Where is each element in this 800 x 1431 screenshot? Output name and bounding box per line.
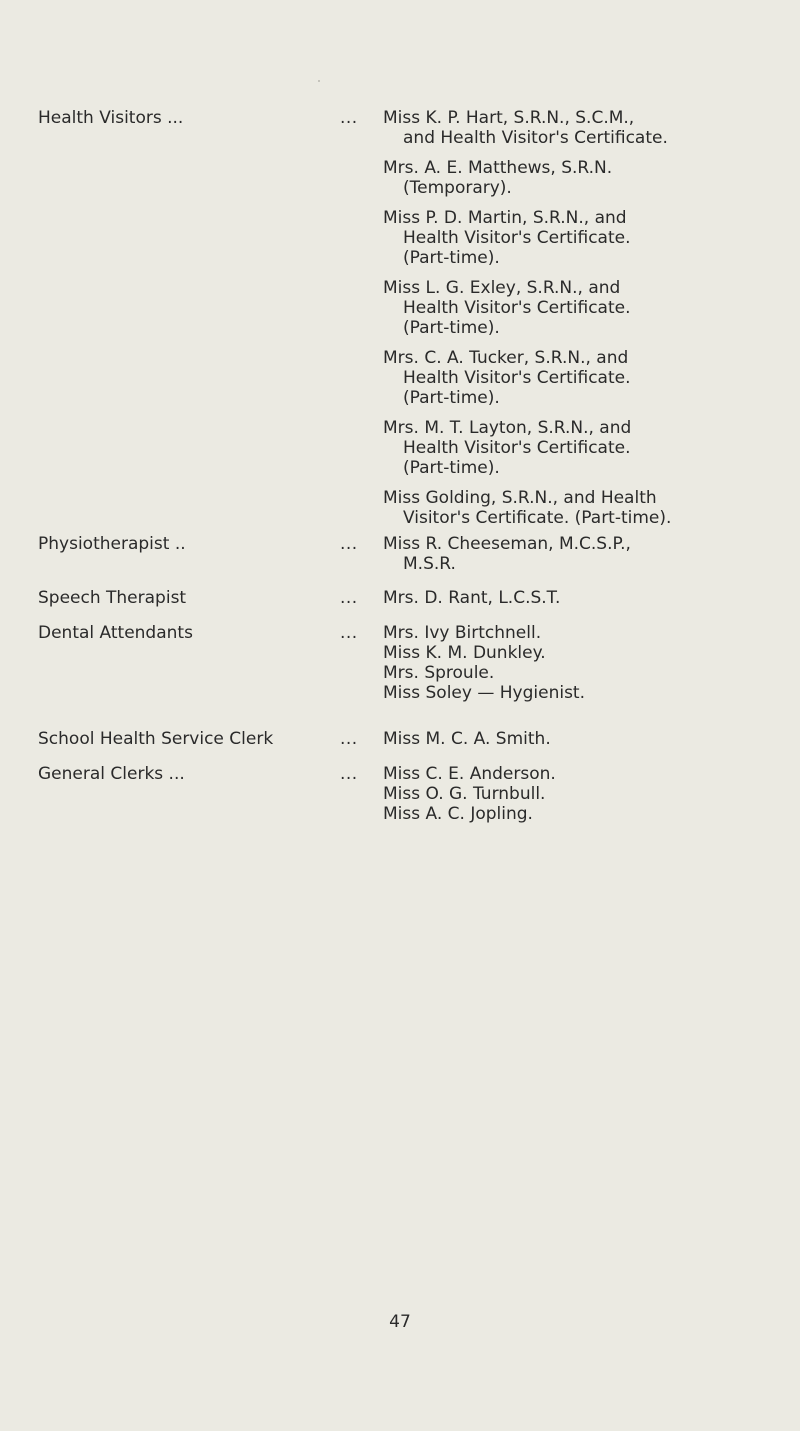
entry-line: Visitor's Certificate. (Part-time).: [403, 508, 672, 528]
staff-line: Mrs. Ivy Birtchnell.: [383, 623, 542, 643]
entry-line: (Part-time).: [403, 318, 500, 338]
entry-line: Miss L. G. Exley, S.R.N., and: [383, 278, 621, 298]
staff-entry: [383, 488, 738, 528]
role-label: Dental Attendants: [38, 623, 193, 643]
leader-dots: ...: [340, 588, 358, 608]
entry-line: (Part-time).: [403, 388, 500, 408]
leader-dots: ...: [340, 623, 358, 643]
entry-line: Miss P. D. Martin, S.R.N., and: [383, 208, 627, 228]
staff-list: [383, 764, 738, 824]
entry-line: Mrs. D. Rant, L.C.S.T.: [383, 588, 561, 608]
entry-line: Health Visitor's Certificate.: [403, 438, 631, 458]
entry-line: (Part-time).: [403, 248, 500, 268]
staff-line: Miss O. G. Turnbull.: [383, 784, 546, 804]
role-label: Health Visitors ...: [38, 108, 184, 128]
staff-line: Miss C. E. Anderson.: [383, 764, 556, 784]
entry-line: Mrs. C. A. Tucker, S.R.N., and: [383, 348, 629, 368]
staff-entry: [383, 418, 738, 478]
entry-line: Mrs. A. E. Matthews, S.R.N.: [383, 158, 613, 178]
entry-line: Mrs. M. T. Layton, S.R.N., and: [383, 418, 632, 438]
entry-line: (Temporary).: [403, 178, 512, 198]
role-label: Speech Therapist: [38, 588, 187, 608]
role-label: General Clerks ...: [38, 764, 185, 784]
staff-list: [383, 588, 738, 618]
staff-line: Mrs. Sproule.: [383, 663, 495, 683]
page-number: 47: [389, 1312, 411, 1332]
leader-dots: ...: [340, 729, 358, 749]
staff-entry: [383, 278, 738, 338]
entry-line: (Part-time).: [403, 458, 500, 478]
leader-dots: ...: [340, 534, 358, 554]
staff-line: Miss M. C. A. Smith.: [383, 729, 551, 749]
staff-list: [383, 534, 738, 584]
staff-entry: [383, 108, 738, 148]
staff-line: Miss Soley — Hygienist.: [383, 683, 585, 703]
role-label: School Health Service Clerk: [38, 729, 274, 749]
staff-entry: [383, 588, 738, 608]
entry-line: Health Visitor's Certificate.: [403, 228, 631, 248]
staff-line: Miss K. M. Dunkley.: [383, 643, 546, 663]
staff-entry: [383, 208, 738, 268]
staff-list: [383, 729, 738, 749]
page-speck: [318, 80, 320, 82]
staff-list: [383, 623, 738, 703]
entry-line: M.S.R.: [403, 554, 456, 574]
staff-line: Miss A. C. Jopling.: [383, 804, 533, 824]
role-label: Physiotherapist ..: [38, 534, 186, 554]
leader-dots: ...: [340, 108, 358, 128]
entry-line: Health Visitor's Certificate.: [403, 368, 631, 388]
entry-line: Miss Golding, S.R.N., and Health: [383, 488, 657, 508]
leader-dots: ...: [340, 764, 358, 784]
entry-line: Miss R. Cheeseman, M.C.S.P.,: [383, 534, 631, 554]
entry-line: Miss K. P. Hart, S.R.N., S.C.M.,: [383, 108, 635, 128]
staff-entry: [383, 348, 738, 408]
staff-entry: [383, 534, 738, 574]
entry-line: Health Visitor's Certificate.: [403, 298, 631, 318]
staff-list: [383, 108, 738, 538]
entry-line: and Health Visitor's Certificate.: [403, 128, 668, 148]
staff-entry: [383, 158, 738, 198]
